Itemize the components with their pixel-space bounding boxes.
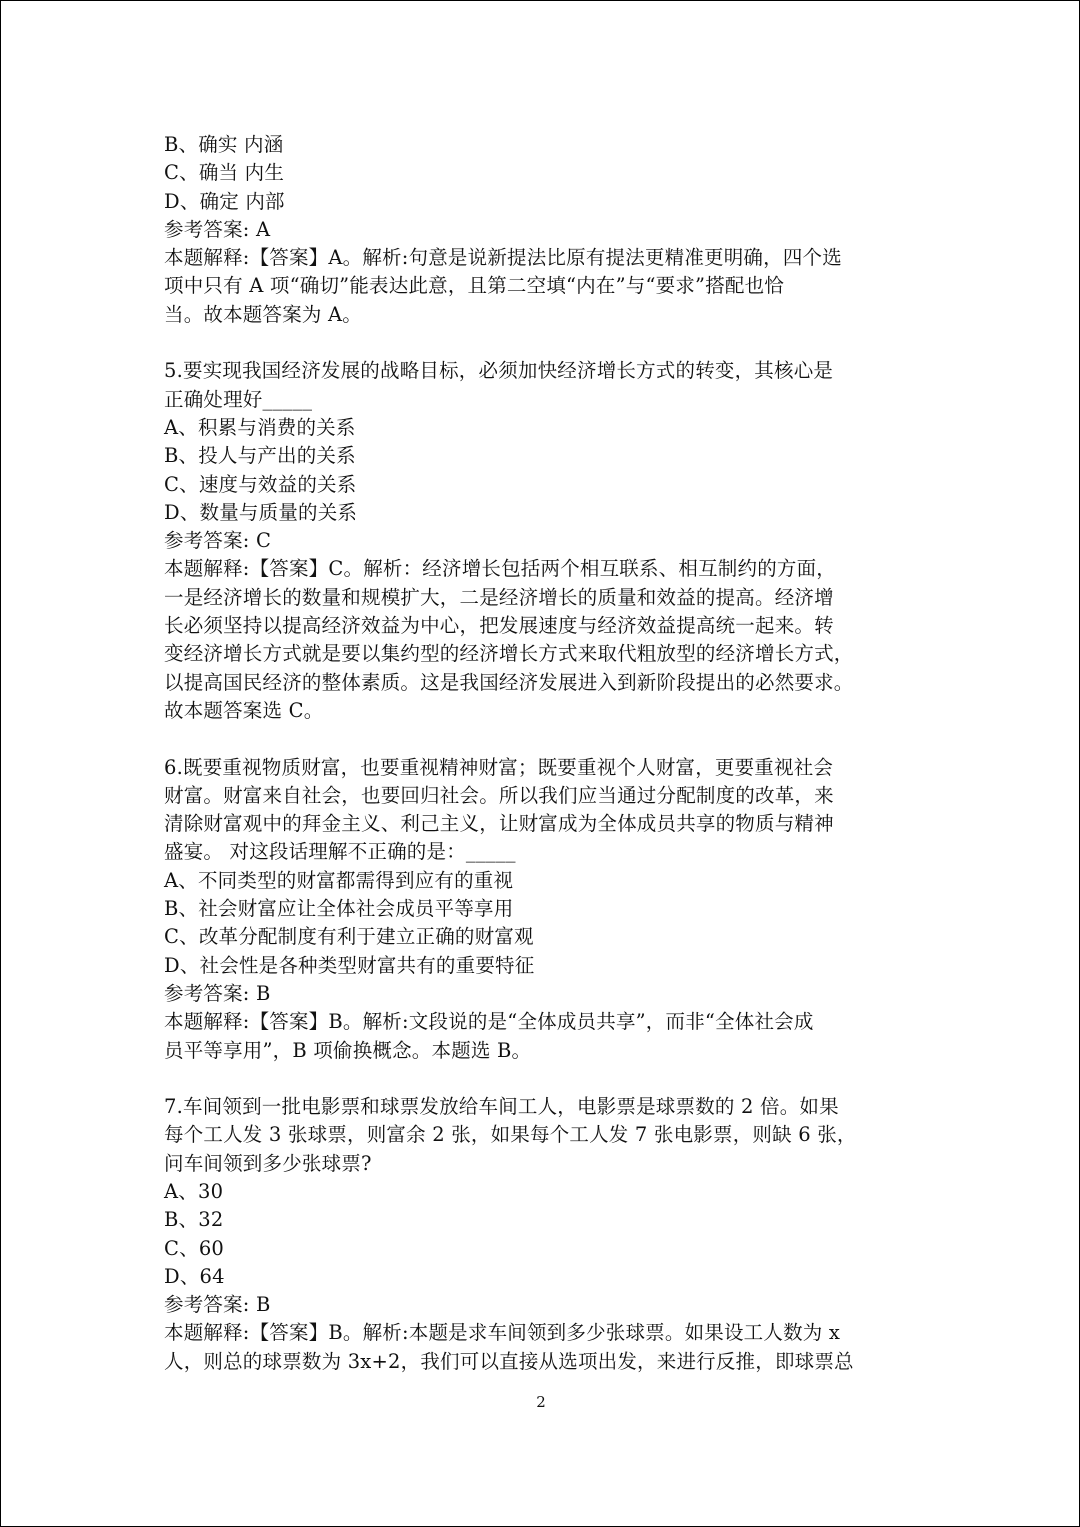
stem-line: 6.既要重视物质财富，也要重视精神财富；既要重视个人财富，更要重视社会 (164, 755, 834, 779)
question-6-options (164, 867, 924, 980)
explanation-line: 长必须坚持以提高经济效益为中心，把发展速度与经济效益提高统一起来。转 (164, 614, 834, 638)
stem-line: 盛宴。 对这段话理解不正确的是：_____ (164, 840, 516, 864)
option-b: B、32 (164, 1208, 224, 1232)
explanation-line: 本题解释:【答案】B。解析:本题是求车间领到多少张球票。如果设工人数为 x (164, 1321, 841, 1345)
page-content (164, 131, 924, 1376)
question-7-stem (164, 1093, 924, 1178)
explanation-line: 故本题答案选 C。 (164, 698, 324, 722)
question-4-options (164, 131, 924, 216)
explanation-line: 项中只有 A 项“确切”能表达此意，且第二空填“内在”与“要求”搭配也恰 (164, 274, 784, 298)
option-b: B、确实 内涵 (164, 133, 284, 156)
stem-line: 问车间领到多少张球票? (164, 1151, 372, 1175)
stem-line: 财富。财富来自社会，也要回归社会。所以我们应当通过分配制度的改革，来 (164, 783, 834, 807)
option-c: C、确当 内生 (164, 161, 285, 185)
question-5-options (164, 414, 924, 527)
option-d: D、64 (164, 1264, 225, 1288)
explanation-line: 一是经济增长的数量和规模扩大，二是经济增长的质量和效益的提高。经济增 (164, 585, 834, 609)
question-5-stem (164, 357, 924, 414)
option-c: C、速度与效益的关系 (164, 472, 357, 496)
spacer (164, 1065, 924, 1093)
stem-line: 7.车间领到一批电影票和球票发放给车间工人，电影票是球票数的 2 倍。如果 (164, 1095, 839, 1119)
stem-line: 正确处理好_____ (164, 387, 313, 411)
stem-line: 5.要实现我国经济发展的战略目标，必须加快经济增长方式的转变，其核心是 (164, 359, 834, 383)
option-a: A、积累与消费的关系 (164, 415, 356, 439)
question-6-explanation (164, 1008, 924, 1065)
option-d: D、确定 内部 (164, 189, 285, 213)
explanation-line: 当。故本题答案为 A。 (164, 302, 362, 326)
question-7-options (164, 1178, 924, 1291)
question-7-explanation (164, 1319, 924, 1376)
option-c: C、60 (164, 1236, 225, 1260)
question-5-answer: 参考答案: C (164, 529, 272, 553)
question-6-stem (164, 754, 924, 867)
explanation-line: 变经济增长方式就是要以集约型的经济增长方式来取代粗放型的经济增长方式， (164, 642, 854, 666)
question-5-explanation (164, 555, 924, 725)
spacer (164, 725, 924, 753)
explanation-line: 本题解释:【答案】C。解析：经济增长包括两个相互联系、相互制约的方面， (164, 557, 836, 581)
option-b: B、投人与产出的关系 (164, 444, 356, 468)
explanation-line: 以提高国民经济的整体素质。这是我国经济发展进入到新阶段提出的必然要求。 (164, 670, 854, 694)
page-number: 2 (536, 1393, 546, 1411)
option-b: B、社会财富应让全体社会成员平等享用 (164, 897, 514, 921)
explanation-line: 人，则总的球票数为 3x+2，我们可以直接从选项出发，来进行反推，即球票总 (164, 1349, 854, 1373)
stem-line: 清除财富观中的拜金主义、利己主义，让财富成为全体成员共享的物质与精神 (164, 812, 834, 836)
option-a: A、不同类型的财富都需得到应有的重视 (164, 868, 514, 892)
explanation-line: 员平等享用”，B 项偷换概念。本题选 B。 (164, 1038, 532, 1062)
question-4-explanation (164, 244, 924, 329)
spacer (164, 329, 924, 357)
question-4-answer: 参考答案: A (164, 217, 271, 241)
question-7-answer: 参考答案: B (164, 1293, 271, 1317)
stem-line: 每个工人发 3 张球票，则富余 2 张，如果每个工人发 7 张电影票，则缺 6 张， (164, 1123, 857, 1147)
option-d: D、社会性是各种类型财富共有的重要特征 (164, 953, 535, 977)
explanation-line: 本题解释:【答案】B。解析:文段说的是“全体成员共享”，而非“全体社会成 (164, 1010, 814, 1034)
option-a: A、30 (164, 1179, 224, 1203)
option-c: C、改革分配制度有利于建立正确的财富观 (164, 925, 534, 949)
option-d: D、数量与质量的关系 (164, 500, 358, 524)
question-6-answer: 参考答案: B (164, 981, 271, 1005)
explanation-line: 本题解释:【答案】A。解析:句意是说新提法比原有提法更精准更明确，四个选 (164, 246, 842, 270)
